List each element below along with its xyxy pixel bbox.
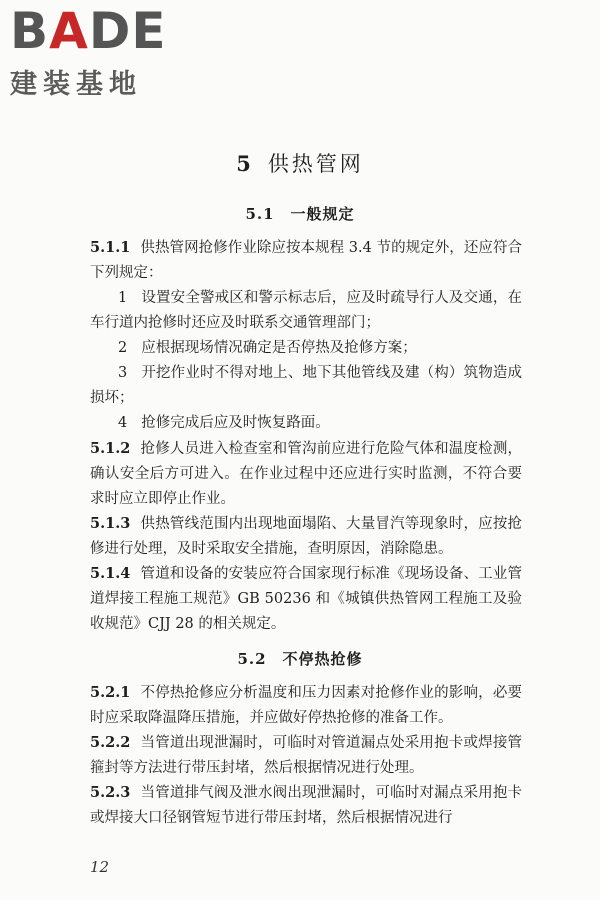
clause-5-1-4 (90, 561, 522, 638)
item-number: 4 (118, 415, 128, 431)
section-title: 不停热抢修 (282, 650, 363, 668)
logo-letter: B (10, 2, 50, 60)
logo (10, 2, 167, 101)
item-text: 抢修完成后应及时恢复路面。 (141, 415, 330, 431)
item-text: 开挖作业时不得对地上、地下其他管线及建（构）筑物造成损坏； (90, 365, 522, 407)
clause-number: 5.2.1 (90, 684, 131, 701)
list-item-2 (90, 336, 522, 361)
clause-text: 供热管网抢修作业除应按本规程 3.4 节的规定外，还应符合下列规定： (90, 240, 522, 282)
clause-text: 当管道排气阀及泄水阀出现泄漏时，可临时对漏点采用抱卡或焊接大口径钢管短节进行带压封堵，然后根据情况进行 (90, 785, 522, 827)
clause-5-2-2 (90, 730, 522, 781)
list-item-4 (90, 411, 522, 436)
clause-5-1-1 (90, 235, 522, 286)
section-heading-5-2 (0, 648, 600, 669)
section-number: 5.1 (245, 205, 275, 223)
clause-number: 5.2.3 (90, 784, 131, 801)
item-text: 设置安全警戒区和警示标志后，应及时疏导行人及交通，在车行道内抢修时还应及时联系交通管理部门； (90, 290, 522, 332)
logo-wordmark (10, 2, 167, 60)
section-number: 5.2 (237, 650, 267, 668)
logo-letters: DE (88, 2, 167, 60)
list-item-3 (90, 361, 522, 411)
clause-number: 5.1.3 (90, 515, 131, 532)
clause-5-2-3 (90, 780, 522, 831)
clause-text: 供热管线范围内出现地面塌陷、大量冒汽等现象时，应按抢修进行处理，及时采取安全措施，查明原因，消除隐患。 (90, 516, 522, 558)
item-number: 2 (118, 340, 128, 356)
clause-5-1-2 (90, 436, 522, 513)
clause-text: 当管道出现泄漏时，可临时对管道漏点处采用抱卡或焊接管箍封等方法进行带压封堵，然后根据情况进行处理。 (90, 735, 522, 777)
item-text: 应根据现场情况确定是否停热及抢修方案； (141, 340, 417, 356)
clause-number: 5.1.2 (90, 440, 131, 457)
logo-subtitle: 建装基地 (10, 69, 142, 100)
clause-number: 5.1.4 (90, 565, 131, 582)
clause-text: 不停热抢修应分析温度和压力因素对抢修作业的影响，必要时应采取降温降压措施，并应做好停热抢修的准备工作。 (90, 685, 522, 727)
item-number: 3 (118, 365, 128, 381)
logo-accent-letter: A (49, 2, 89, 60)
clause-text: 抢修人员进入检查室和管沟前应进行危险气体和温度检测，确认安全后方可进入。在作业过程中还应进行实时监测，不符合要求时应立即停止作业。 (90, 441, 522, 508)
section-title: 一般规定 (290, 205, 355, 223)
clause-number: 5.1.1 (90, 239, 131, 256)
item-number: 1 (118, 290, 128, 306)
clause-5-1-3 (90, 511, 522, 562)
section-heading-5-1 (0, 203, 600, 224)
chapter-heading (0, 148, 600, 178)
clause-5-2-1 (90, 680, 522, 731)
clause-number: 5.2.2 (90, 734, 131, 751)
chapter-title: 供热管网 (267, 152, 364, 176)
chapter-number: 5 (236, 151, 254, 176)
page-number: 12 (90, 858, 110, 876)
list-item-1 (90, 286, 522, 336)
clause-text: 管道和设备的安装应符合国家现行标准《现场设备、工业管道焊接工程施工规范》GB 50236 和《城镇供热管网工程施工及验收规范》CJJ 28 的相关规定。 (90, 566, 522, 633)
